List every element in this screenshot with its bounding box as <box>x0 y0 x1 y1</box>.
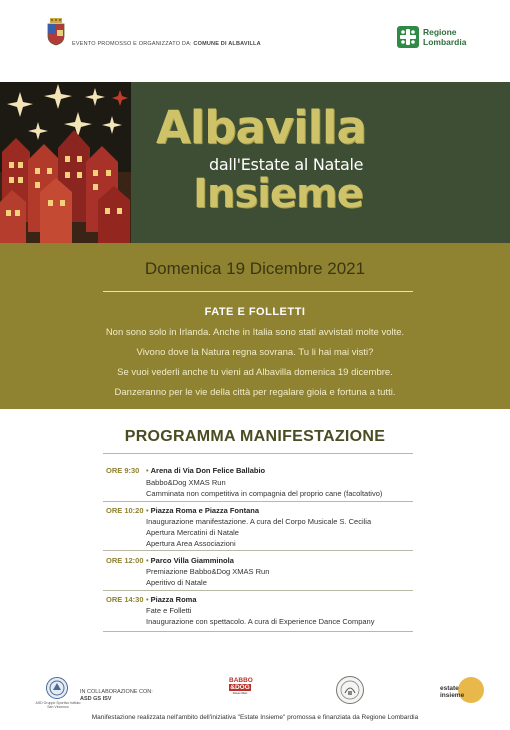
babbo-line-1: BABBO <box>229 677 253 684</box>
programme-slot <box>106 506 426 550</box>
divider <box>103 590 413 591</box>
slot-place <box>146 595 197 604</box>
slot-detail: Inaugurazione manifestazione. A cura del Corpo Musicale S. Cecilia <box>146 517 372 526</box>
programme-slot <box>106 595 426 629</box>
promo-text <box>72 41 261 47</box>
bullet-icon: • <box>146 506 149 515</box>
babbo-tag: Xmas Run <box>232 691 248 695</box>
collab-organizer: ASD GS ISV <box>80 696 112 702</box>
event-description-line: Vivono dove la Natura regna sovrana. Tu li hai mai visti? <box>136 347 374 358</box>
estate-line-2: insieme <box>440 692 465 699</box>
slot-place <box>146 506 259 515</box>
title-albavilla: Albavilla <box>156 101 366 154</box>
slot-detail: Premiazione Babbo&Dog XMAS Run <box>146 567 270 576</box>
collaboration-text <box>80 689 153 703</box>
programme-slot <box>106 556 426 590</box>
slot-detail: Aperitivo di Natale <box>146 578 207 587</box>
slot-detail: Camminata non competitiva in compagnia del proprio cane (facoltativo) <box>146 489 383 498</box>
slot-detail: Inaugurazione con spettacolo. A cura di Experience Dance Company <box>146 617 375 626</box>
slot-place-label: Parco Villa Giamminola <box>150 556 234 565</box>
babbo-line-2: &DOG <box>230 684 250 691</box>
divider <box>103 291 413 292</box>
slot-place-label: Arena di Via Don Felice Ballabio <box>150 466 266 475</box>
regione-lombardia-wordmark <box>423 27 466 47</box>
region-line-2: Lombardia <box>423 37 467 47</box>
title-banner <box>0 82 510 243</box>
slot-detail: Apertura Mercatini di Natale <box>146 528 239 537</box>
divider <box>103 501 413 502</box>
region-line-1: Regione <box>423 27 457 37</box>
page-header <box>0 0 510 82</box>
asd-caption: ASD Gruppo Sportivo Istituto San Vincenzo <box>35 701 81 709</box>
slot-detail: Apertura Area Associazioni <box>146 539 236 548</box>
event-description-line: Non sono solo in Irlanda. Anche in Italia sono stati avvistati molte volte. <box>105 327 405 338</box>
slot-place-label: Piazza Roma <box>150 595 197 604</box>
event-date: Domenica 19 Dicembre 2021 <box>144 259 366 278</box>
collab-prefix: IN COLLABORAZIONE CON: <box>80 689 153 695</box>
asd-logo-icon <box>46 677 68 699</box>
divider <box>103 453 413 454</box>
footer-note: Manifestazione realizzata nell'ambito dell'iniziativa "Estate Insieme" promossa e finanziata da Regione Lombardia <box>91 714 419 721</box>
event-band <box>0 243 510 409</box>
estate-insieme-logo <box>440 677 484 703</box>
event-heading: FATE E FOLLETTI <box>204 306 306 318</box>
event-description-line: Se vuoi vederli anche tu vieni ad Albavilla domenica 19 dicembre. <box>117 367 393 378</box>
divider <box>103 631 413 632</box>
event-description-line: Danzeranno per le vie della città per regalare gioia e fortuna a tutti. <box>114 387 396 398</box>
slot-place <box>146 466 265 475</box>
municipal-crest-icon <box>46 18 66 46</box>
association-seal-icon <box>336 676 364 704</box>
programme-title: PROGRAMMA MANIFESTAZIONE <box>124 428 386 445</box>
slot-detail: Fate e Folletti <box>146 606 192 615</box>
slot-time: ORE 14:30 <box>106 595 144 604</box>
estate-insieme-wordmark <box>440 685 464 699</box>
christmas-village-illustration <box>0 82 131 243</box>
slot-place-label: Piazza Roma e Piazza Fontana <box>150 506 260 515</box>
slot-place <box>146 556 234 565</box>
slot-time: ORE 10:20 <box>106 506 144 515</box>
babbo-dog-logo <box>229 677 251 703</box>
bullet-icon: • <box>146 595 149 604</box>
estate-line-1: estate <box>440 685 459 692</box>
title-panel <box>131 82 510 243</box>
bullet-icon: • <box>146 466 149 475</box>
programme-slot <box>106 466 426 502</box>
bullet-icon: • <box>146 556 149 565</box>
slot-time: ORE 9:30 <box>106 466 140 475</box>
title-insieme: Insieme <box>193 171 363 217</box>
promo-prefix: EVENTO PROMOSSO E ORGANIZZATO DA: <box>72 41 192 47</box>
divider <box>103 550 413 551</box>
promo-organizer: COMUNE DI ALBAVILLA <box>193 41 261 47</box>
title-subtitle: dall'Estate al Natale <box>209 155 364 174</box>
slot-detail: Babbo&Dog XMAS Run <box>146 478 226 487</box>
regione-lombardia-logo-icon <box>397 26 419 48</box>
slot-time: ORE 12:00 <box>106 556 144 565</box>
